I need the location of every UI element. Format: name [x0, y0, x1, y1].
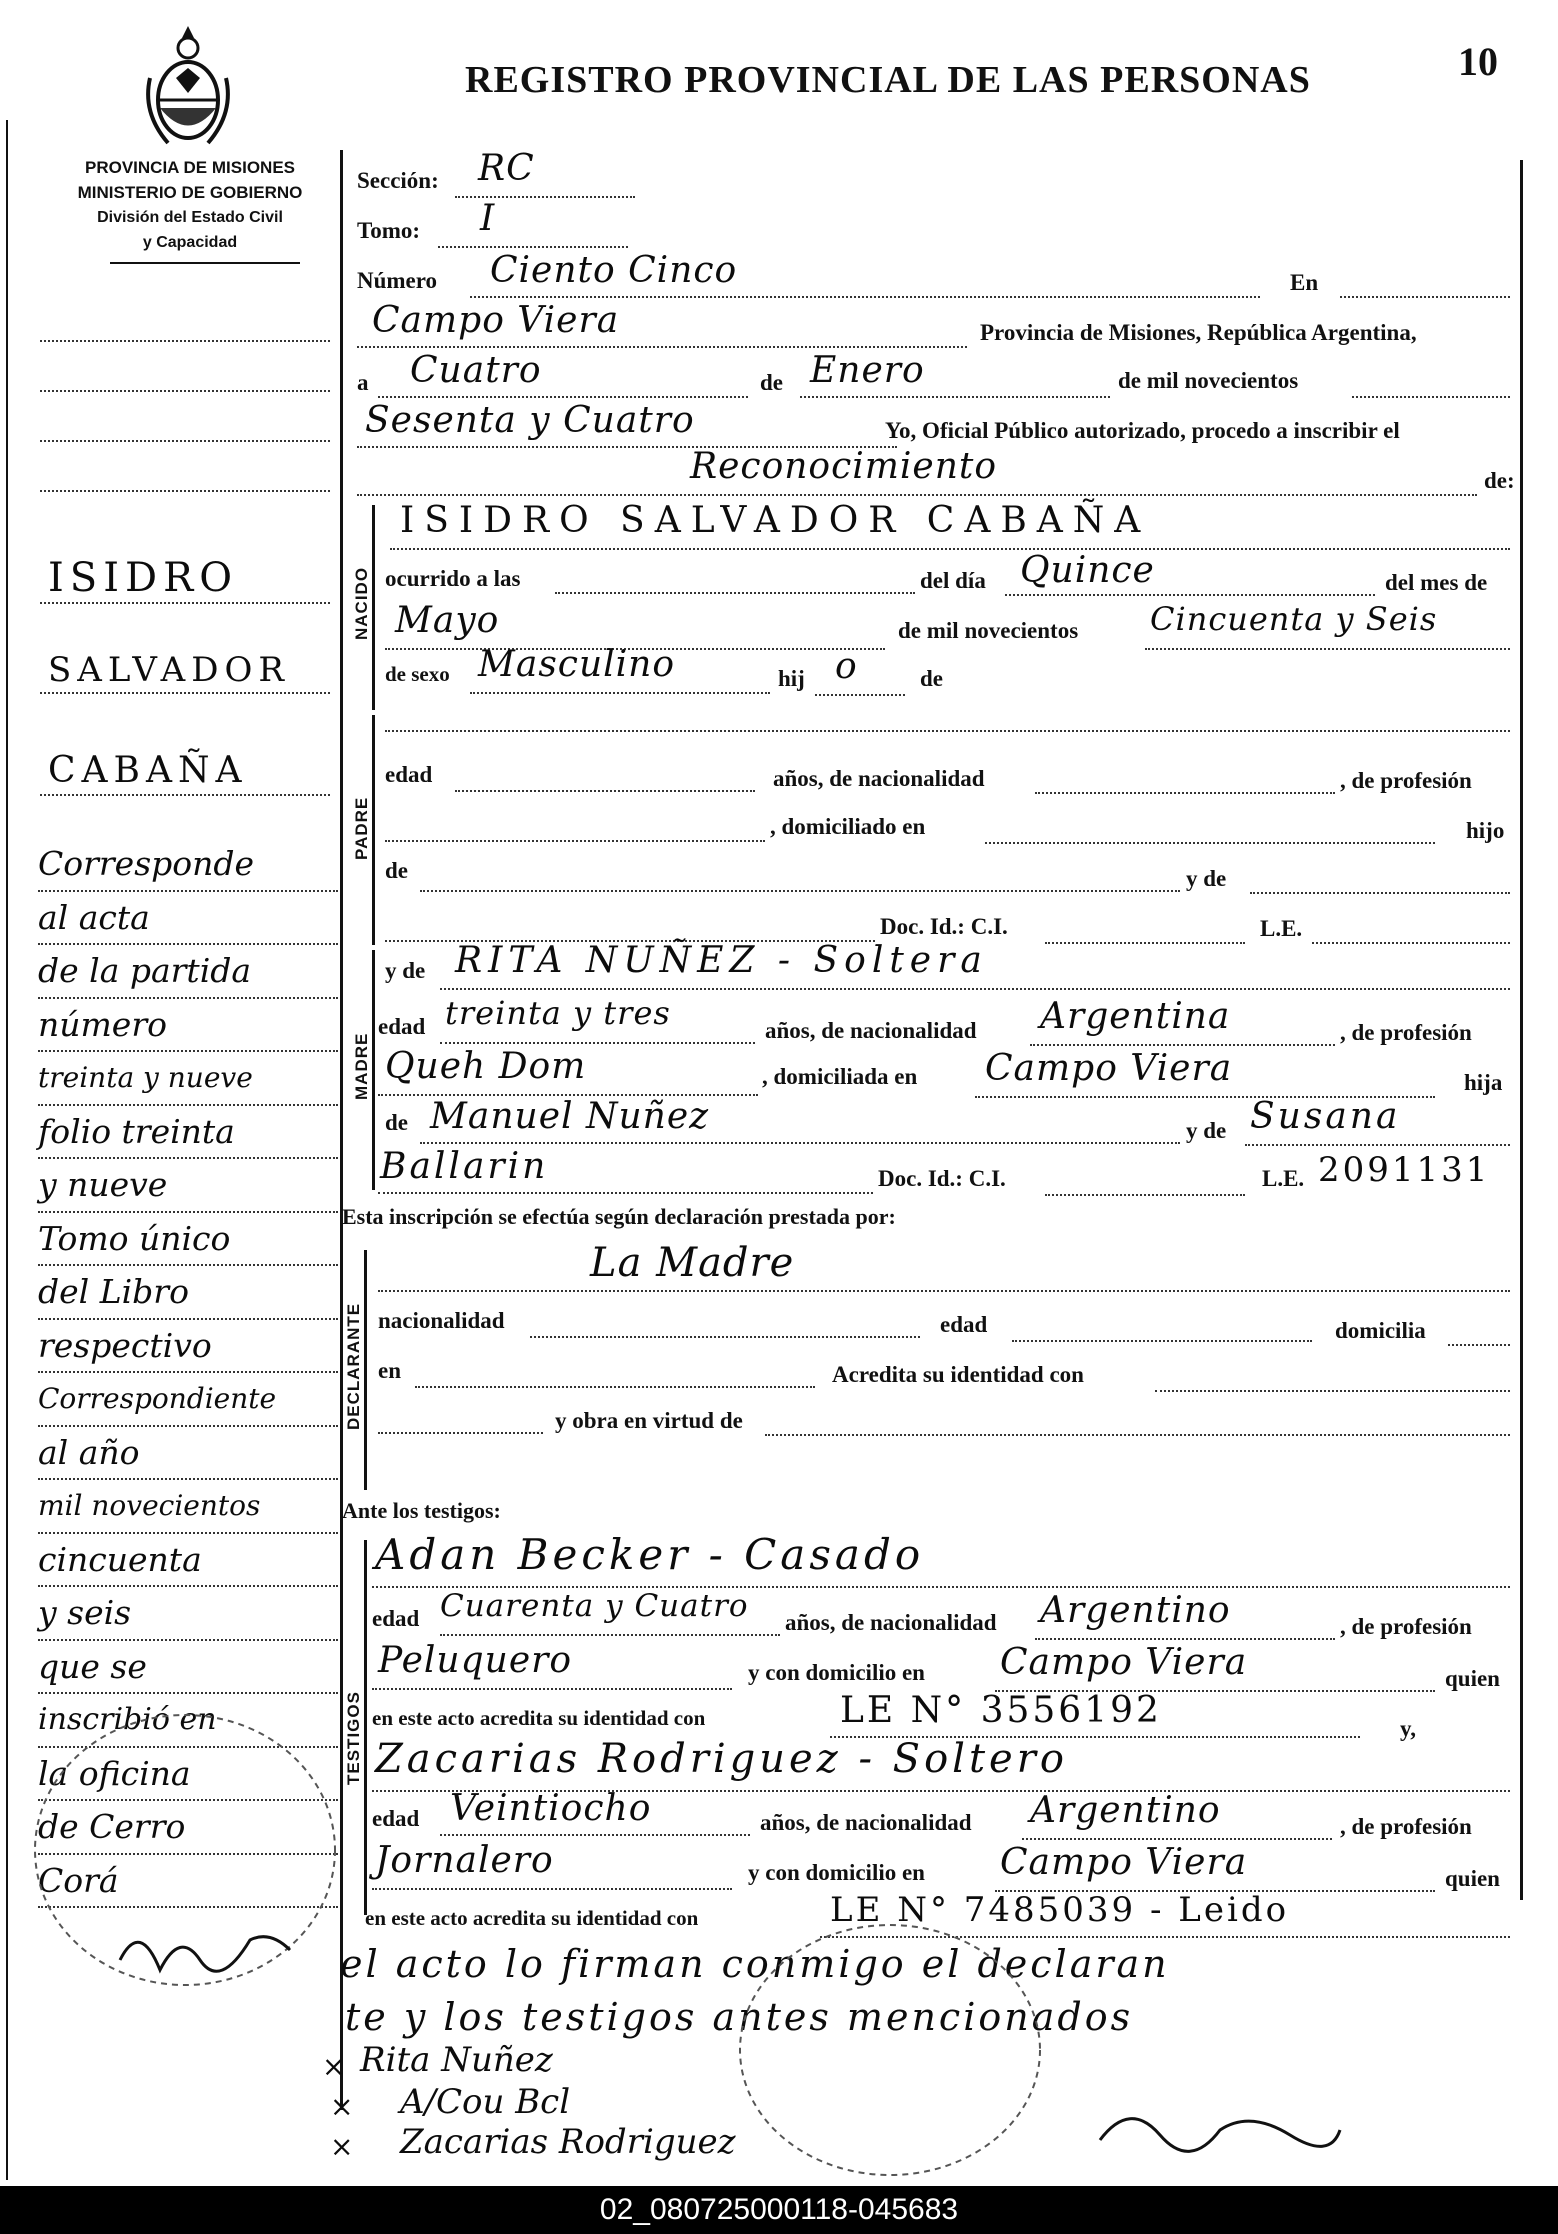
padre-section-label: PADRE: [352, 796, 371, 860]
testigo2-profesion-value: Jornalero: [375, 1840, 554, 1881]
declarante-nombre-value: La Madre: [590, 1240, 795, 1286]
margin-note-line: folio treinta: [38, 1106, 338, 1160]
page-number: 10: [1458, 39, 1498, 84]
nacido-anio-value: Cincuenta y Seis: [1150, 600, 1438, 638]
signature-mark-3: ×: [330, 2130, 354, 2163]
padre-profesion-label: , de profesión: [1340, 768, 1472, 793]
testigo1-edad-value: Cuarenta y Cuatro: [440, 1588, 749, 1624]
padre-de-label: de: [385, 858, 408, 883]
nacido-mes-value: Mayo: [395, 600, 500, 641]
acto-value: Reconocimiento: [690, 446, 998, 487]
org-line-1: PROVINCIA DE MISIONES: [84, 158, 295, 177]
margin-note-line: la oficina: [38, 1748, 338, 1802]
hij-label: hij: [778, 666, 805, 691]
org-line-4: y Capacidad: [142, 234, 238, 251]
closing-line-1: el acto lo firman conmigo el declaran: [340, 1942, 1170, 1986]
testigos-section-bar: [364, 1540, 367, 1915]
testigo1-edad-label: edad: [372, 1606, 420, 1631]
margin-note-line: Tomo único: [38, 1213, 338, 1267]
signature-mark-1: ×: [322, 2050, 346, 2083]
page-title: REGISTRO PROVINCIAL DE LAS PERSONAS: [465, 59, 1311, 101]
margin-note-line: respectivo: [38, 1320, 338, 1374]
hij-value: o: [835, 646, 858, 687]
testigo2-nombre-value: Zacarias Rodriguez - Soltero: [375, 1736, 1068, 1782]
en-label: En: [1290, 270, 1319, 295]
nacido-section-bar: [372, 505, 375, 710]
org-line-2: MINISTERIO DE GOBIERNO: [77, 183, 303, 202]
madre-domicilio-value: Campo Viera: [985, 1048, 1233, 1089]
madre-section-bar: [372, 950, 375, 1190]
margin-note-line: treinta y nueve: [38, 1052, 338, 1106]
form-right-border: [1520, 160, 1523, 1900]
madre-le-label: L.E.: [1262, 1166, 1305, 1191]
testigo2-domicilio-label: y con domicilio en: [748, 1860, 925, 1885]
anio-inscripcion-value: Sesenta y Cuatro: [365, 400, 695, 441]
nacido-dia-value: Quince: [1020, 550, 1155, 591]
official-signature-scribble: [1090, 2080, 1350, 2170]
margin-note-line: y nueve: [38, 1159, 338, 1213]
margin-note-line: que se: [38, 1641, 338, 1695]
margin-note-line: y seis: [38, 1587, 338, 1641]
declarante-en-label: en: [378, 1358, 401, 1383]
madre-madre-value: Susana: [1250, 1096, 1401, 1137]
declarante-section-label: DECLARANTE: [344, 1302, 363, 1430]
document-code-footer: 02_080725000118-045683: [0, 2186, 1558, 2234]
madre-hija-label: hija: [1464, 1070, 1503, 1095]
testigo2-acredita-value: LE N° 7485039 - Leido: [830, 1890, 1290, 1930]
nacido-nombre-value: ISIDRO SALVADOR CABAÑA: [400, 500, 1151, 541]
testigo2-profesion-label: , de profesión: [1340, 1814, 1472, 1839]
madre-de-label: de: [385, 1110, 408, 1135]
padre-y-de-label: y de: [1186, 866, 1227, 891]
declarante-acredita-label: Acredita su identidad con: [832, 1362, 1084, 1387]
del-dia-label: del día: [920, 568, 986, 593]
margin-note-line: de Cerro: [38, 1801, 338, 1855]
margin-note-line: mil novecientos: [38, 1480, 338, 1534]
testigo2-quien-label: quien: [1445, 1866, 1500, 1891]
margin-name-1: ISIDRO: [48, 555, 238, 601]
padre-edad-label: edad: [385, 762, 433, 787]
madre-le-value: 2091131: [1318, 1150, 1491, 1190]
margin-note-line: número: [38, 999, 338, 1053]
left-margin-edge: [6, 120, 8, 2180]
madre-profesion-label: , de profesión: [1340, 1020, 1472, 1045]
margin-name-3: CABAÑA: [48, 750, 248, 791]
margin-note-line: Correspondiente: [38, 1373, 338, 1427]
testigo1-profesion-label: , de profesión: [1340, 1614, 1472, 1639]
numero-value: Ciento Cinco: [490, 250, 738, 291]
testigo1-acredita-value: LE N° 3556192: [840, 1690, 1162, 1731]
testigo1-anios-label: años, de nacionalidad: [785, 1610, 997, 1635]
margin-note-line: cincuenta: [38, 1534, 338, 1588]
madre-section-label: MADRE: [352, 1032, 371, 1100]
madre-edad-label: edad: [378, 1014, 426, 1039]
signature-3: Zacarias Rodriguez: [400, 2122, 736, 2162]
margin-note-line: inscribió en: [38, 1694, 338, 1748]
testigo2-edad-label: edad: [372, 1806, 420, 1831]
padre-le-label: L.E.: [1260, 916, 1303, 941]
coat-of-arms-emblem: [138, 18, 238, 153]
numero-label: Número: [357, 268, 438, 293]
testigo1-profesion-value: Peluquero: [378, 1640, 573, 1681]
madre-doc-label: Doc. Id.: C.I.: [878, 1166, 1006, 1191]
margin-name-2: SALVADOR: [48, 650, 290, 690]
madre-profesion-value: Queh Dom: [385, 1046, 587, 1087]
nacido-section-label: NACIDO: [352, 566, 371, 640]
sexo-label: de sexo: [385, 662, 450, 686]
testigo1-nombre-value: Adan Becker - Casado: [375, 1530, 925, 1579]
header-underline: [110, 262, 300, 264]
testigo2-acredita-label: en este acto acredita su identidad con: [365, 1906, 699, 1930]
mes-inscripcion-value: Enero: [810, 350, 925, 391]
testigo2-nacionalidad-value: Argentino: [1030, 1790, 1221, 1831]
margin-note-line: al acta: [38, 892, 338, 946]
padre-section-bar: [372, 715, 375, 945]
oficial-label: Yo, Oficial Público autorizado, procedo a inscribir el: [885, 418, 1400, 443]
dia-inscripcion-value: Cuatro: [410, 350, 542, 391]
testigo1-y-label: y,: [1400, 1716, 1416, 1741]
closing-line-2: te y los testigos antes mencionados: [345, 1995, 1134, 2039]
declarante-edad-label: edad: [940, 1312, 988, 1337]
padre-hijo-label: hijo: [1466, 818, 1505, 843]
mil-novecientos-label: de mil novecientos: [1118, 368, 1299, 393]
margin-note-line: Corresponde: [38, 838, 338, 892]
provincia-label: Provincia de Misiones, República Argentina,: [980, 320, 1417, 345]
testigos-intro-label: Ante los testigos:: [342, 1498, 501, 1523]
testigo2-anios-label: años, de nacionalidad: [760, 1810, 972, 1835]
padre-anios-label: años, de nacionalidad: [773, 766, 985, 791]
madre-apellido-value: Ballarin: [380, 1146, 549, 1187]
de-label: de: [760, 370, 783, 395]
madre-edad-value: treinta y tres: [445, 994, 671, 1032]
declarante-virtud-label: y obra en virtud de: [555, 1408, 743, 1433]
margin-note-line: del Libro: [38, 1266, 338, 1320]
nacido-de-label: de: [920, 666, 943, 691]
declarante-intro-label: Esta inscripción se efectúa según declaración prestada por:: [342, 1204, 896, 1229]
declarante-section-bar: [364, 1250, 367, 1490]
testigo1-quien-label: quien: [1445, 1666, 1500, 1691]
madre-anios-label: años, de nacionalidad: [765, 1018, 977, 1043]
margin-note-line: al año: [38, 1427, 338, 1481]
testigo1-acredita-label: en este acto acredita su identidad con: [372, 1706, 706, 1730]
signature-mark-2: ×: [330, 2090, 354, 2123]
testigos-section-label: TESTIGOS: [344, 1691, 363, 1785]
testigo1-domicilio-label: y con domicilio en: [748, 1660, 925, 1685]
lugar-value: Campo Viera: [372, 300, 620, 341]
tomo-label: Tomo:: [357, 218, 421, 243]
seccion-label: Sección:: [357, 168, 439, 193]
madre-domiciliada-label: , domiciliada en: [762, 1064, 918, 1089]
margin-note-line: de la partida: [38, 945, 338, 999]
ocurrido-label: ocurrido a las: [385, 566, 521, 591]
padre-domiciliado-label: , domiciliado en: [770, 814, 926, 839]
declarante-nacionalidad-label: nacionalidad: [378, 1308, 505, 1333]
testigo2-edad-value: Veintiocho: [450, 1788, 652, 1829]
signature-2: A/Cou Bcl: [400, 2082, 571, 2122]
padre-doc-label: Doc. Id.: C.I.: [880, 914, 1008, 939]
del-mes-label: del mes de: [1385, 570, 1488, 595]
testigo1-domicilio-value: Campo Viera: [1000, 1642, 1248, 1683]
issuing-authority: [40, 155, 340, 255]
margin-dotted-lines: [40, 330, 330, 530]
madre-y-de-label: y de: [385, 958, 426, 983]
tomo-value: I: [480, 198, 496, 239]
testigo2-domicilio-value: Campo Viera: [1000, 1842, 1248, 1883]
madre-nombre-value: RITA NUÑEZ - Soltera: [455, 940, 988, 981]
declarante-domicilia-label: domicilia: [1335, 1318, 1426, 1343]
margin-note-line: Corá: [38, 1855, 338, 1909]
official-stamp: [730, 1900, 1050, 2180]
nacido-mil-label: de mil novecientos: [898, 618, 1079, 643]
madre-padre-value: Manuel Nuñez: [430, 1096, 710, 1137]
signature-1: Rita Nuñez: [360, 2040, 553, 2080]
testigo1-nacionalidad-value: Argentino: [1040, 1590, 1231, 1631]
margin-signature-scribble: [100, 1900, 300, 2000]
org-line-3: División del Estado Civil: [97, 209, 283, 226]
seccion-value: RC: [478, 148, 535, 189]
de-colon-label: de:: [1484, 468, 1515, 493]
madre-y-de2-label: y de: [1186, 1118, 1227, 1143]
a-label: a: [357, 370, 369, 395]
sexo-value: Masculino: [478, 644, 676, 685]
madre-nacionalidad-value: Argentina: [1040, 996, 1231, 1037]
